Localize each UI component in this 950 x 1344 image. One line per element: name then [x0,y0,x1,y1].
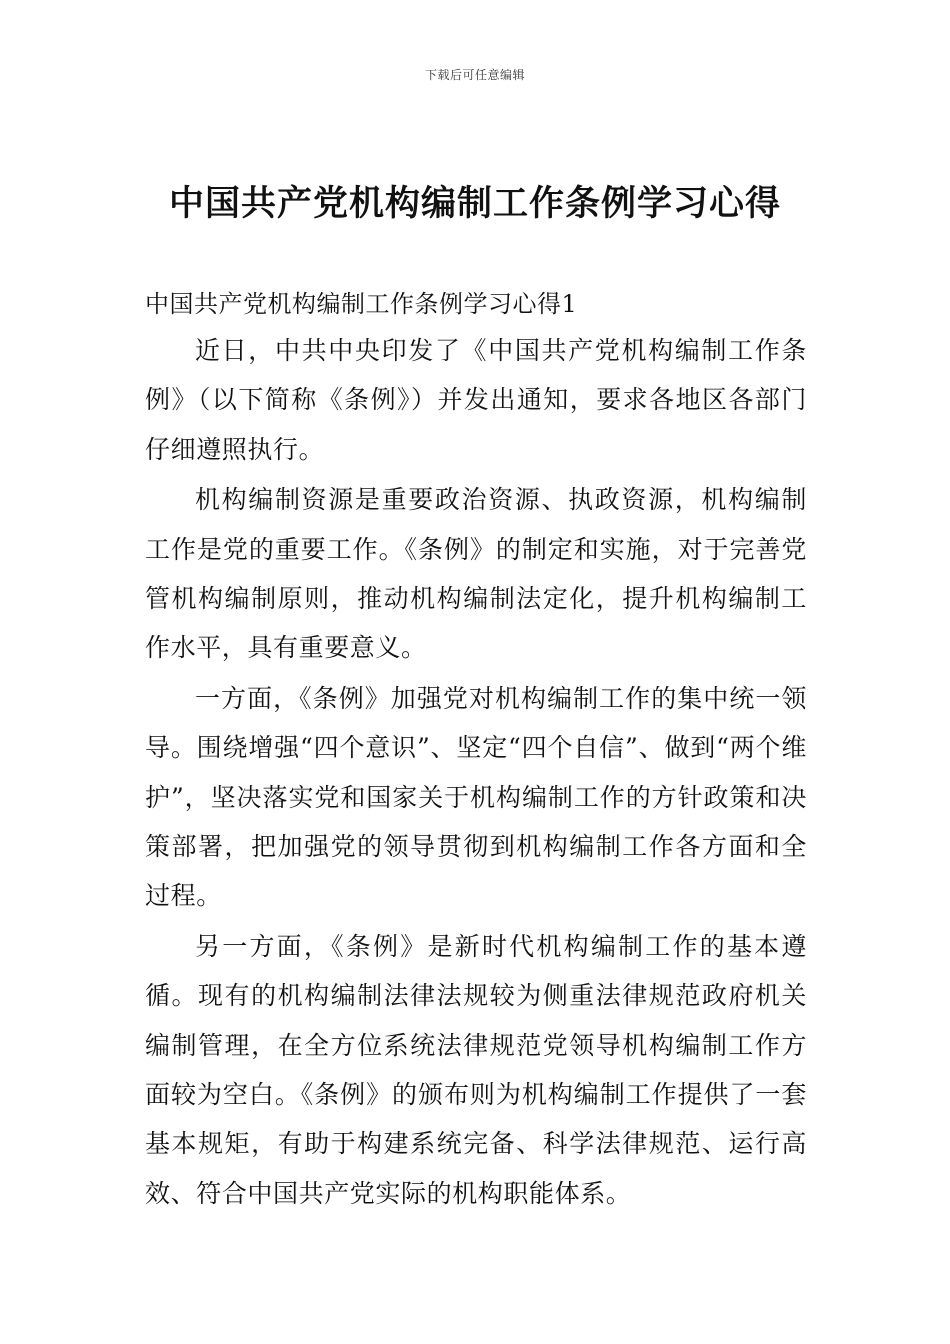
paragraph: 另一方面，《条例》是新时代机构编制工作的基本遵循。现有的机构编制法律法规较为侧重法律规范政府机关编制管理，在全方位系统法律规范党领导机构编制工作方面较为空白。《条例》的颁布则为机构编制工作提供了一套基本规矩，有助于构建系统完备、科学法律规范、运行高效、符合中国共产党实际的机构职能体系。 [145,932,807,1208]
section-heading: 中国共产党机构编制工作条例学习心得1 [145,290,578,318]
document-title: 中国共产党机构编制工作条例学习心得 [168,184,781,224]
header-note: 下载后可任意编辑 [424,68,525,82]
document-body [145,326,807,1219]
paragraph: 近日，中共中央印发了《中国共产党机构编制工作条例》（以下简称《条例》）并发出通知，要求各地区各部门仔细遵照执行。 [145,336,807,464]
paragraph: 机构编制资源是重要政治资源、执政资源，机构编制工作是党的重要工作。《条例》的制定和实施，对于完善党管机构编制原则，推动机构编制法定化，提升机构编制工作水平，具有重要意义。 [145,485,807,663]
paragraph: 一方面，《条例》加强党对机构编制工作的集中统一领导。围绕增强“四个意识”、坚定“四个自信”、做到“两个维护”，坚决落实党和国家关于机构编制工作的方针政策和决策部署，把加强党的领导贯彻到机构编制工作各方面和全过程。 [145,684,807,911]
